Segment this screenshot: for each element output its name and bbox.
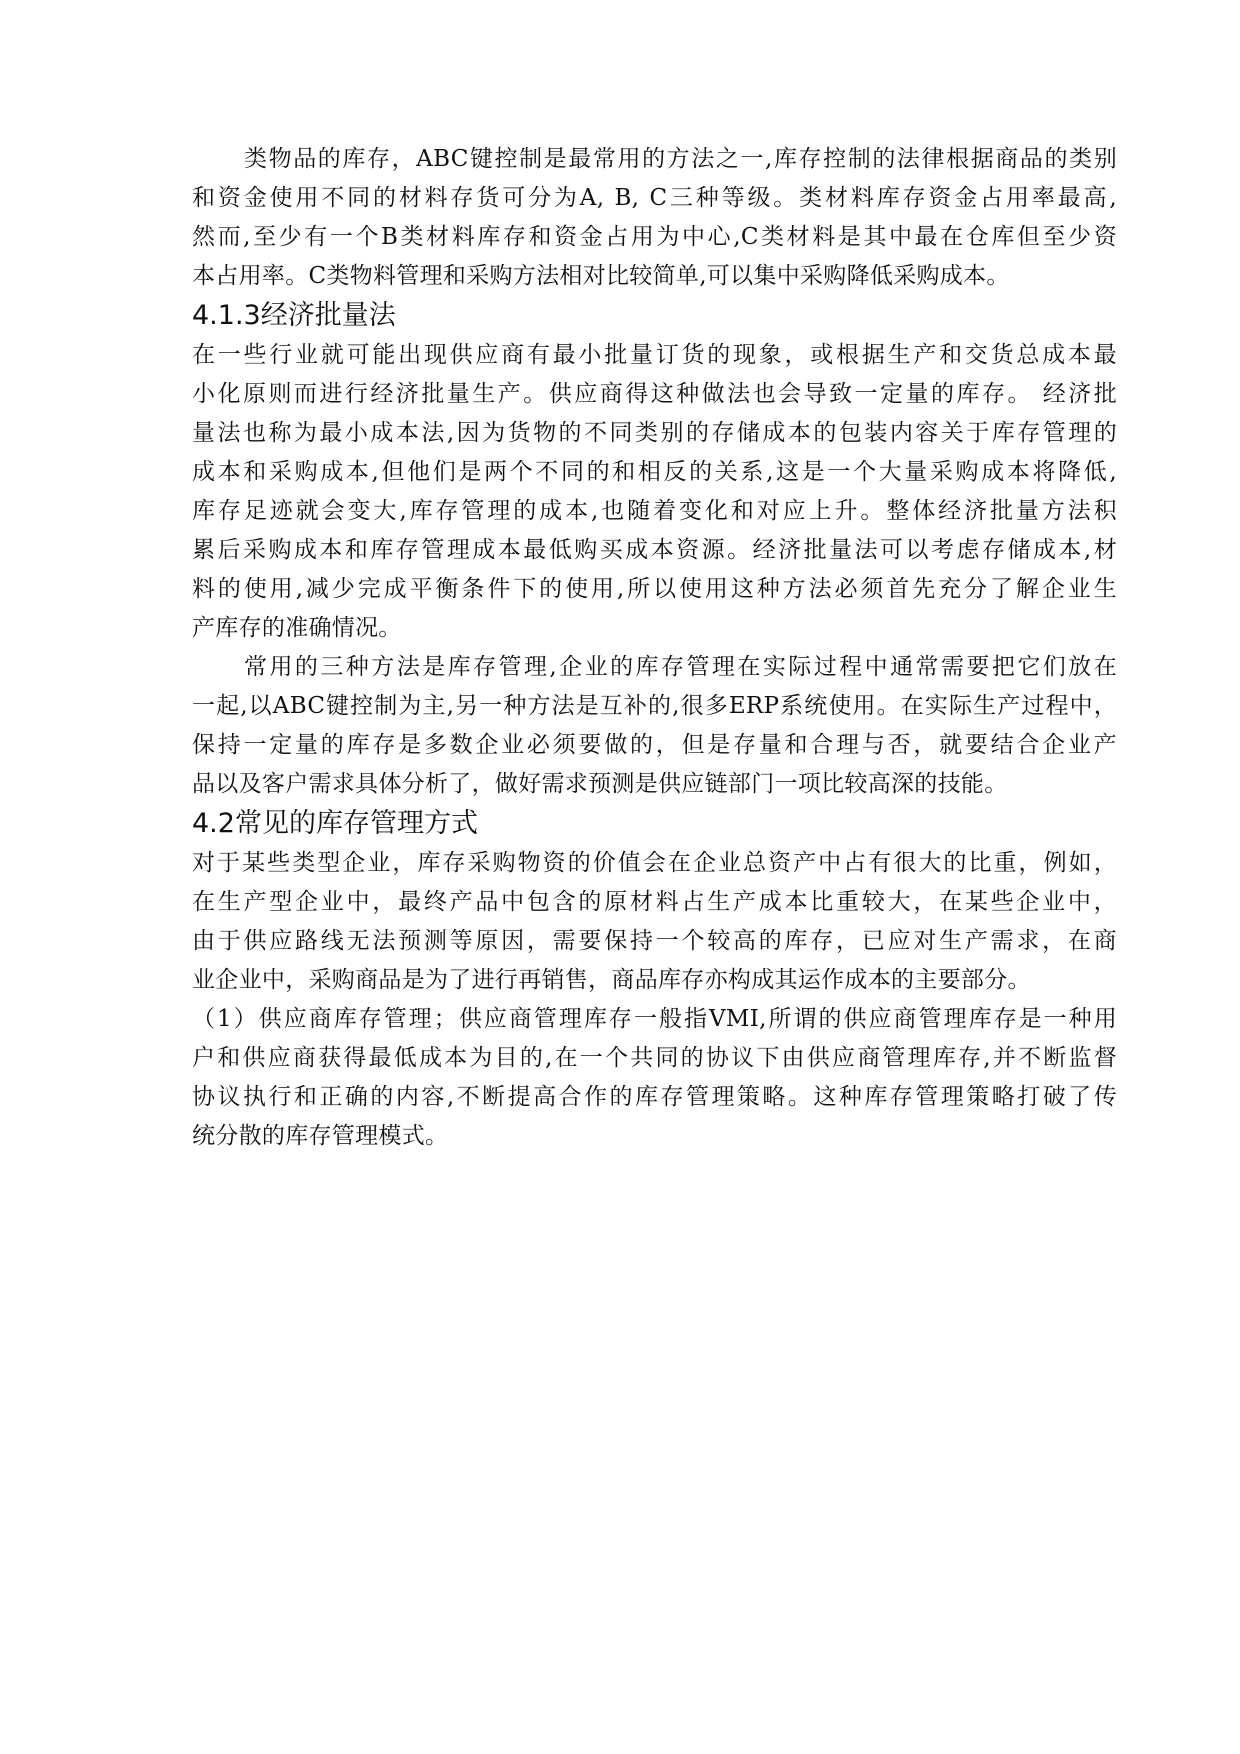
text-line: 保持一定量的库存是多数企业必须要做的，但是存量和合理与否，就要结合企业产 <box>192 732 1117 758</box>
text-line: 户和供应商获得最低成本为目的,在一个共同的协议下由供应商管理库存,并不断监督 <box>192 1045 1117 1071</box>
text-line: 料的使用,减少完成平衡条件下的使用,所以使用这种方法必须首先充分了解企业生 <box>192 576 1117 602</box>
paragraph-vendor-managed-inventory <box>192 1000 1127 1156</box>
text-line: 然而,至少有一个B类材料库存和资金占用为中心,C类材料是其中最在仓库但至少资 <box>192 224 1117 250</box>
text-line: 一起,以ABC键控制为主,另一种方法是互补的,很多ERP系统使用。在实际生产过程中， <box>192 693 1117 719</box>
text-line: 在生产型企业中，最终产品中包含的原材料占生产成本比重较大，在某些企业中， <box>192 889 1117 915</box>
text-line: 本占用率。C类物料管理和采购方法相对比较简单,可以集中采购降低采购成本。 <box>192 263 1010 289</box>
text-line: 在一些行业就可能出现供应商有最小批量订货的现象，或根据生产和交货总成本最 <box>192 342 1117 368</box>
paragraph-three-methods <box>192 648 1127 804</box>
text-line: 对于某些类型企业，库存采购物资的价值会在企业总资产中占有很大的比重，例如， <box>192 850 1117 876</box>
text-line: 小化原则而进行经济批量生产。供应商得这种做法也会导致一定量的库存。 经济批 <box>192 381 1117 407</box>
text-line: 由于供应路线无法预测等原因，需要保持一个较高的库存，已应对生产需求，在商 <box>192 928 1117 954</box>
text-line: 成本和采购成本,但他们是两个不同的和相反的关系,这是一个大量采购成本将降低, <box>192 459 1117 485</box>
section-heading-4-2: 4.2常见的库存管理方式 <box>192 808 478 839</box>
text-line: 常用的三种方法是库存管理,企业的库存管理在实际过程中通常需要把它们放在 <box>244 654 1117 680</box>
paragraph-abc-control <box>192 140 1127 296</box>
paragraph-inventory-value <box>192 844 1127 1000</box>
text-line: 库存足迹就会变大,库存管理的成本,也随着变化和对应上升。整体经济批量方法积 <box>192 498 1117 524</box>
text-line: 业企业中，采购商品是为了进行再销售，商品库存亦构成其运作成本的主要部分。 <box>192 967 1031 993</box>
text-line: 和资金使用不同的材料存货可分为A, B, C三种等级。类材料库存资金占用率最高, <box>192 185 1117 211</box>
text-line: 产库存的准确情况。 <box>192 615 402 641</box>
document-page <box>192 140 1127 1156</box>
text-line: 统分散的库存管理模式。 <box>192 1123 449 1149</box>
text-line: （1）供应商库存管理；供应商管理库存一般指VMI,所谓的供应商管理库存是一种用 <box>192 1006 1117 1032</box>
text-line: 品以及客户需求具体分析了，做好需求预测是供应链部门一项比较高深的技能。 <box>192 771 1008 797</box>
text-line: 量法也称为最小成本法,因为货物的不同类别的存储成本的包装内容关于库存管理的 <box>192 420 1117 446</box>
text-line: 协议执行和正确的内容,不断提高合作的库存管理策略。这种库存管理策略打破了传 <box>192 1084 1117 1110</box>
section-heading-4-1-3: 4.1.3经济批量法 <box>192 300 396 331</box>
text-line: 类物品的库存，ABC键控制是最常用的方法之一,库存控制的法律根据商品的类别 <box>244 146 1117 172</box>
paragraph-economic-order-quantity <box>192 336 1127 648</box>
text-line: 累后采购成本和库存管理成本最低购买成本资源。经济批量法可以考虑存储成本,材 <box>192 537 1117 563</box>
